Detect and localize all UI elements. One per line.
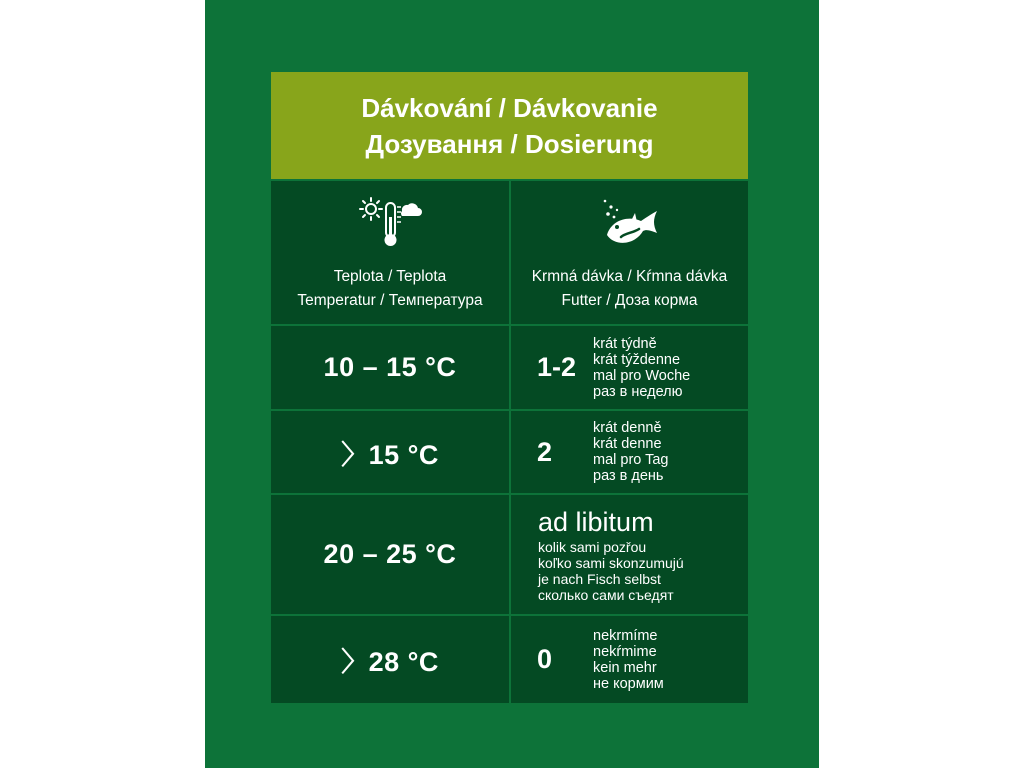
fish-icon (595, 195, 665, 251)
feeding-column-header (511, 181, 748, 324)
dose-text: je nach Fisch selbst (538, 571, 661, 587)
dose-text: mal pro Woche (593, 367, 691, 384)
dose-text: сколько сами съедят (538, 587, 674, 603)
dose-cell-2 (511, 411, 748, 493)
table-header (271, 72, 748, 179)
thermometer-weather-icon (358, 195, 422, 251)
temperature-label-line2: Temperatur / Температура (297, 292, 483, 309)
temp-cell-3: 20 – 25 °C (271, 495, 509, 614)
temp-cell-2: 〉15 °C (271, 411, 509, 493)
feeding-label-line1: Krmná dávka / Kŕmna dávka (531, 268, 728, 285)
dose-text: krát denně (593, 420, 662, 436)
dose-text: kein mehr (593, 659, 657, 676)
dose-text: раз в день (593, 468, 664, 484)
dose-cell-3 (511, 495, 748, 614)
dose-cell-1 (511, 326, 748, 409)
dose-amount-1: 1-2 (537, 352, 577, 382)
feeding-label-line2: Futter / Доза корма (561, 292, 698, 309)
dose-text: не кормим (593, 675, 664, 692)
dosage-table (271, 72, 748, 703)
dose-text: krát denne (593, 436, 662, 452)
dose-text: nekrmíme (593, 627, 658, 644)
dose-text: krát týdně (593, 335, 657, 352)
dose-text: kolik sami pozřou (538, 539, 647, 555)
dose-cell-4 (511, 616, 748, 703)
header-title-line1: Dávkování / Dávkovanie (361, 92, 658, 123)
temp-cell-1: 10 – 15 °C (271, 326, 509, 409)
dose-amount-3: ad libitum (538, 507, 654, 537)
dose-text: раз в неделю (593, 383, 683, 400)
temp-cell-4: 〉28 °C (271, 616, 509, 703)
dose-text: nekŕmime (593, 643, 657, 660)
header-title-line2: Дозування / Dosierung (365, 128, 654, 159)
dose-text: krát týždenne (593, 351, 681, 368)
temperature-column-header (271, 181, 509, 324)
table-grid (271, 181, 748, 703)
dose-amount-4: 0 (537, 644, 553, 674)
dose-text: koľko sami skonzumujú (538, 555, 684, 571)
dose-text: mal pro Tag (593, 452, 669, 468)
dose-amount-2: 2 (537, 436, 553, 467)
temperature-label-line1: Teplota / Teplota (333, 268, 447, 285)
